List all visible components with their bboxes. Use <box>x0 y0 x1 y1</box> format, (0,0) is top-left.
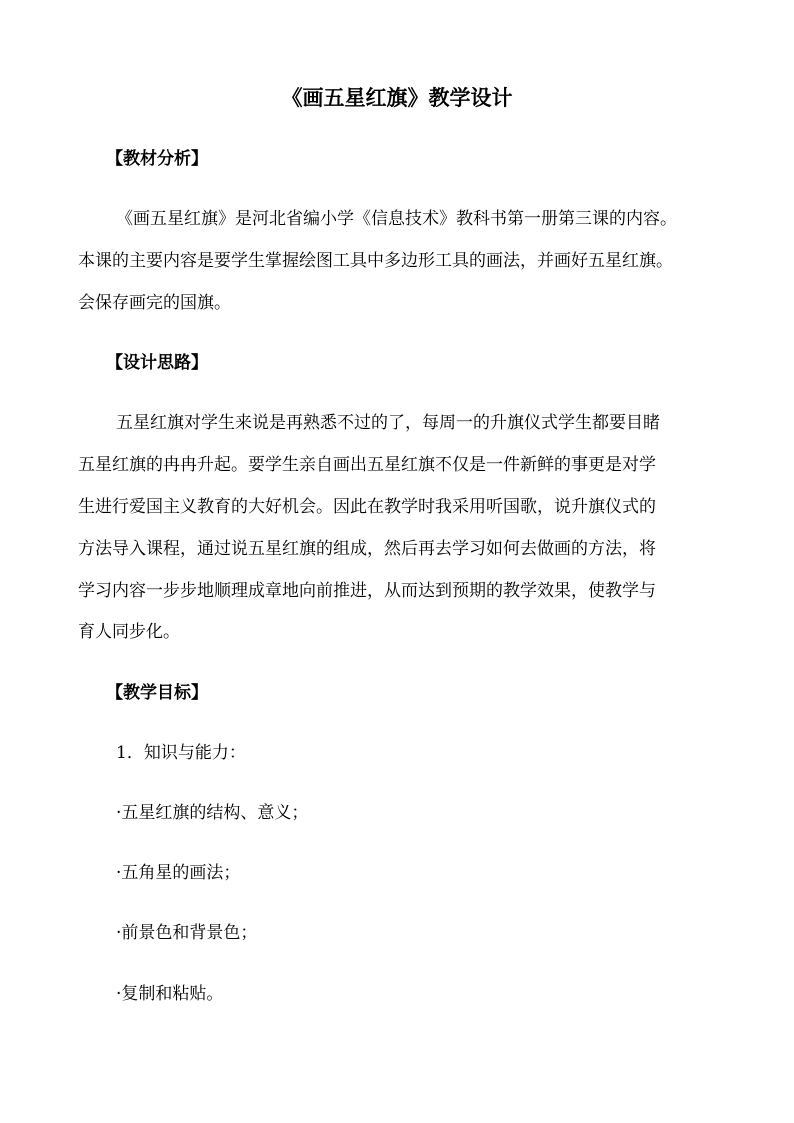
document-title: 《画五星红旗》教学设计 <box>281 85 513 110</box>
paragraph-line: 育人同步化。 <box>78 622 180 642</box>
section-heading-design-idea: 【设计思路】 <box>106 353 208 373</box>
goal-subheading: 1．知识与能力： <box>116 743 246 763</box>
paragraph-line: 《画五星红旗》是河北省编小学《信息技术》教科书第一册第三课的内容。 <box>116 209 677 229</box>
paragraph-line: 学习内容一步步地顺理成章地向前推进，从而达到预期的教学效果，使教学与 <box>78 581 656 601</box>
section-heading-textbook-analysis: 【教材分析】 <box>106 149 208 169</box>
list-item: ·五星红旗的结构、意义； <box>116 803 309 823</box>
paragraph-line: 会保存画完的国旗。 <box>78 293 231 313</box>
paragraph-line: 方法导入课程，通过说五星红旗的组成，然后再去学习如何去做画的方法，将 <box>78 539 656 559</box>
section-heading-teaching-goals: 【教学目标】 <box>106 683 208 703</box>
paragraph-line: 五星红旗的冉冉升起。要学生亲自画出五星红旗不仅是一件新鲜的事更是对学 <box>78 455 656 475</box>
list-item: ·前景色和背景色； <box>116 923 258 943</box>
list-item: ·复制和粘贴。 <box>116 984 224 1004</box>
list-item: ·五角星的画法； <box>116 863 241 883</box>
paragraph-line: 本课的主要内容是要学生掌握绘图工具中多边形工具的画法，并画好五星红旗。 <box>78 251 673 271</box>
paragraph-line: 生进行爱国主义教育的大好机会。因此在教学时我采用听国歌，说升旗仪式的 <box>78 497 656 517</box>
paragraph-line: 五星红旗对学生来说是再熟悉不过的了，每周一的升旗仪式学生都要目睹 <box>116 413 660 433</box>
